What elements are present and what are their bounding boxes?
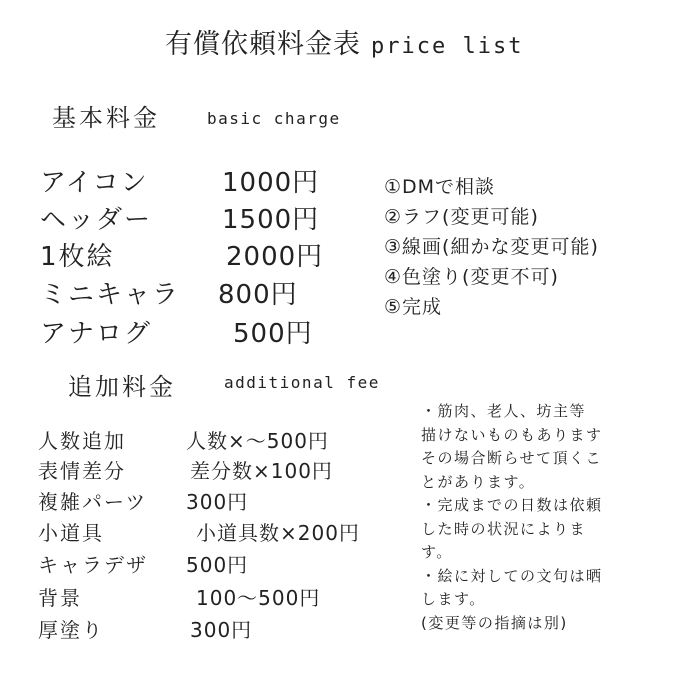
fee-item-price: 300円 [186, 490, 249, 514]
fee-item-name: 厚塗り [38, 618, 104, 642]
fee-item [38, 582, 321, 611]
step-item: ④色塗り(変更不可) [384, 266, 559, 288]
step-item: ⑤完成 [384, 296, 443, 318]
fee-item-price: 人数×～500円 [186, 429, 329, 453]
title-en: price list [371, 34, 524, 59]
note-line: (変更等の指摘は別) [421, 613, 568, 632]
fee-item-price: 小道具数×200円 [196, 521, 360, 545]
fee-item-price: 100～500円 [196, 586, 321, 610]
fee-item-name: 表情差分 [38, 459, 126, 483]
step-item: ①DMで相談 [384, 176, 496, 198]
note-line: ・筋肉、老人、坊主等 [421, 402, 587, 420]
step-item: ③線画(細かな変更可能) [384, 236, 599, 258]
basic-item-name: 1枚絵 [40, 242, 115, 272]
additional-fee-heading: 追加料金 [68, 373, 176, 401]
basic-item-price: 1000円 [222, 168, 320, 198]
fee-item-price: 300円 [190, 618, 253, 642]
fee-item-name: 複雑パーツ [38, 490, 148, 514]
fee-item [38, 425, 329, 454]
basic-item-name: ヘッダー [40, 205, 153, 235]
fee-item-name: 小道具 [38, 521, 104, 545]
title-jp: 有償依頼料金表 [165, 29, 361, 60]
note-line: す。 [421, 543, 453, 561]
basic-item-name: アイコン [40, 168, 149, 198]
basic-item [40, 313, 313, 350]
basic-item-name: アナログ [40, 319, 153, 349]
fee-item-price: 500円 [186, 553, 249, 577]
basic-item [40, 274, 298, 311]
fee-item-name: 背景 [38, 586, 82, 610]
basic-item-name: ミニキャラ [40, 280, 181, 310]
step-item: ②ラフ(変更可能) [384, 206, 539, 228]
fee-item [38, 486, 249, 515]
notes-block [421, 400, 603, 635]
basic-item-price: 2000円 [226, 242, 324, 272]
fee-item-name: キャラデザ [38, 553, 148, 577]
basic-charge-heading: 基本料金 [52, 104, 160, 132]
note-line: 描けないものもあります [421, 425, 603, 444]
process-steps [384, 172, 599, 322]
additional-fee-heading-en: additional fee [224, 373, 380, 392]
basic-item-price: 1500円 [222, 205, 320, 235]
note-line: ・絵に対しての文句は晒 [421, 566, 603, 585]
fee-item [38, 549, 249, 578]
basic-charge-heading-en: basic charge [207, 109, 341, 128]
note-line: その場合断らせて頂くこ [421, 449, 603, 467]
fee-item-name: 人数追加 [38, 429, 126, 453]
basic-item-price: 500円 [233, 319, 313, 349]
note-line: した時の状況によりま [421, 519, 587, 538]
basic-item [40, 162, 320, 199]
fee-item [38, 455, 333, 484]
fee-item [38, 614, 253, 643]
basic-item-price: 800円 [218, 280, 298, 310]
note-line: します。 [421, 590, 486, 608]
note-line: ・完成までの日数は依頼 [421, 496, 603, 514]
basic-item [40, 199, 320, 236]
fee-item-price: 差分数×100円 [190, 459, 333, 483]
fee-item [38, 517, 360, 546]
basic-item [40, 236, 324, 273]
page-title [165, 22, 523, 61]
note-line: とがあります。 [421, 472, 536, 491]
